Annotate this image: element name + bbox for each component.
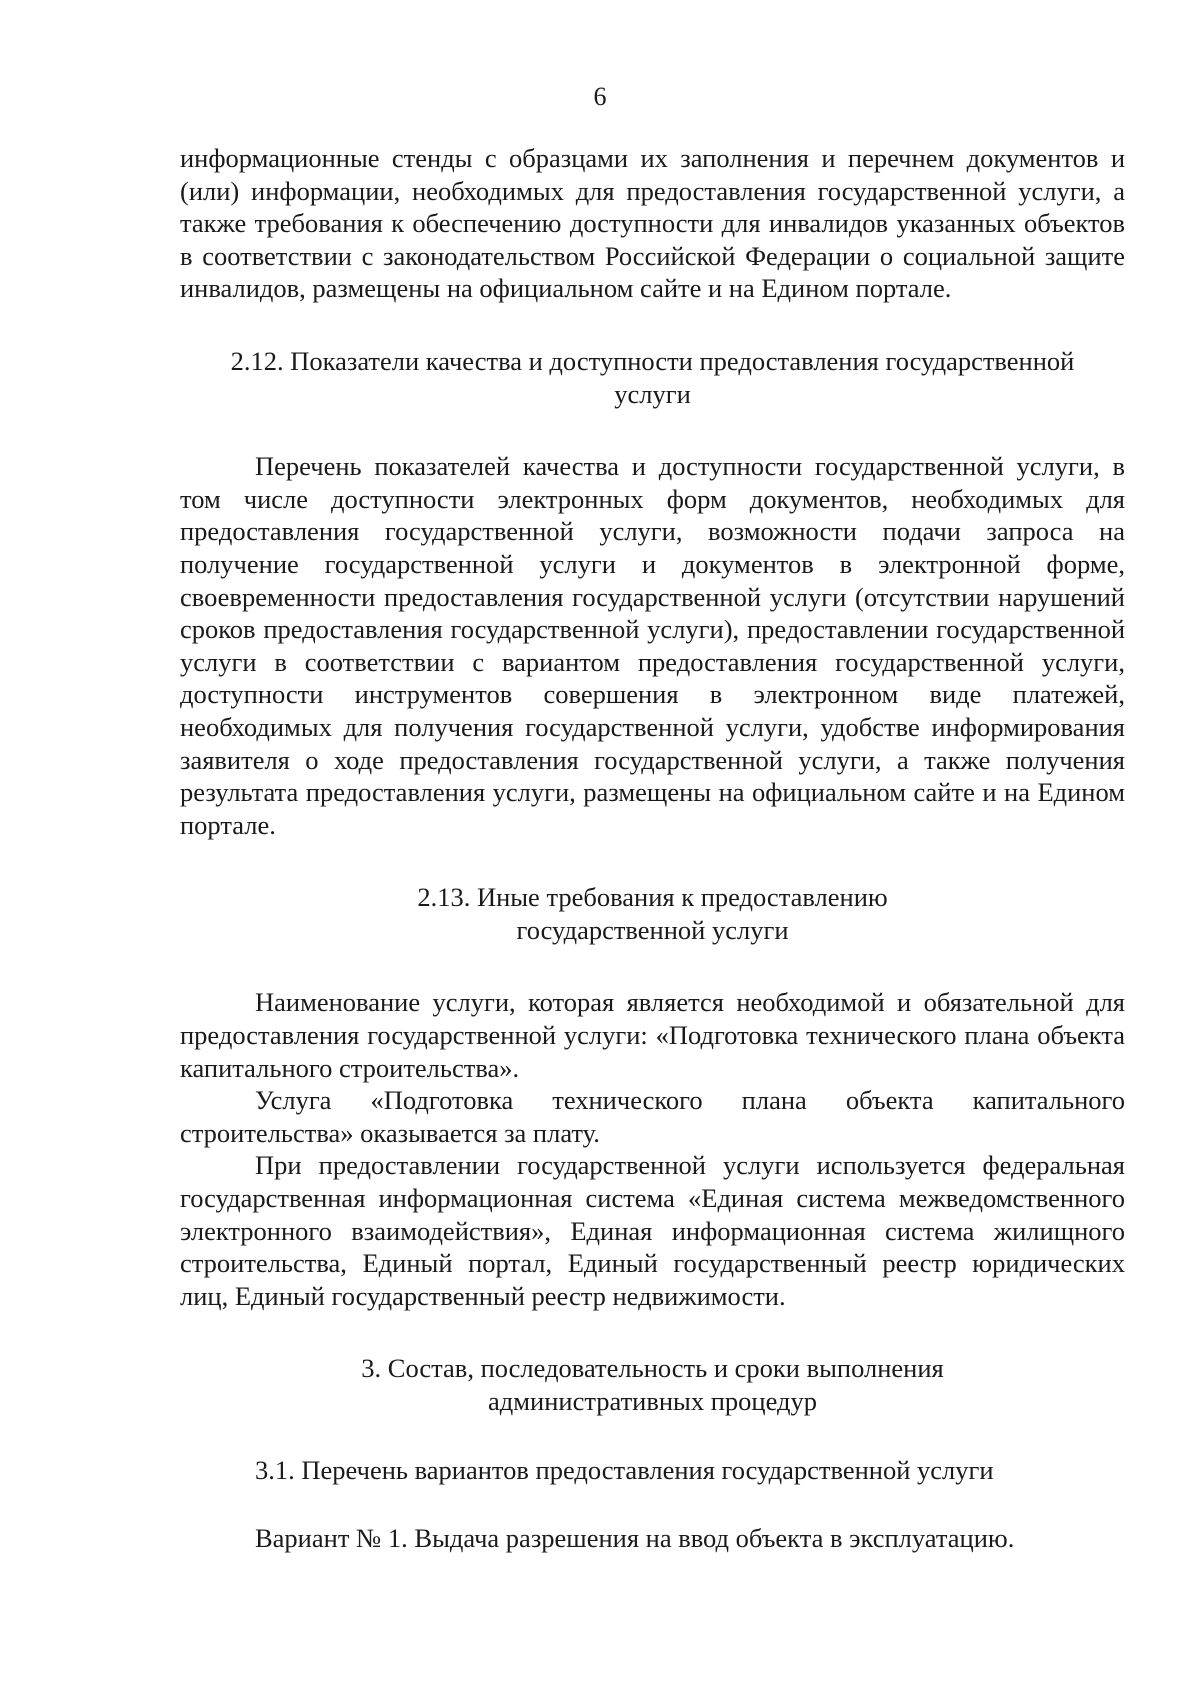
paragraph-info-stands: информационные стенды с образцами их заполнения и перечнем документов и (или) информации, необходимых для предоставления государственной услуги, а также требования к обеспечению доступности для инвалидов указанных объектов в соответствии с законодательством Российской Федерации о социальной защите инвалидов, размещены на официальном сайте и на Едином портале. — [180, 143, 1125, 304]
paragraph-paid-service: Услуга «Подготовка технического плана объекта капитального строительства» оказывается за плату. — [180, 1085, 1125, 1148]
heading-2-12-line1: 2.12. Показатели качества и доступности предоставления государственной — [230, 345, 1075, 376]
document-body — [180, 142, 1125, 1555]
heading-section-2-12 — [180, 345, 1125, 410]
page-number: 6 — [593, 82, 607, 111]
heading-3-line2: административных процедур — [488, 1386, 817, 1416]
heading-2-12-line2: услуги — [614, 378, 691, 409]
heading-2-13-line2: государственной услуги — [516, 914, 789, 945]
heading-section-3-1: 3.1. Перечень вариантов предоставления государственной услуги — [255, 1454, 994, 1485]
paragraph-info-systems: При предоставлении государственной услуги используется федеральная государственная информационная система «Единая система межведомственного электронного взаимодействия», Единая информационная система жилищного строительства, Единый портал, Единый государственный реестр юридических лиц, Единый государственный реестр недвижимости. — [180, 1150, 1125, 1311]
paragraph-quality-indicators: Перечень показателей качества и доступности государственной услуги, в том числе доступности электронных форм документов, необходимых для предоставления государственной услуги, возможности подачи запроса на получение государственной услуги и документов в электронной форме, своевременности предоставления государственной услуги (отсутствии нарушений сроков предоставления государственной услуги), предоставлении государственной услуги в соответствии с вариантом предоставления государственной услуги, доступности инструментов совершения в электронном виде платежей, необходимых для получения государственной услуги, удобстве информирования заявителя о ходе предоставления государственной услуги, а также получения результата предоставления услуги, размещены на официальном сайте и на Едином портале. — [180, 451, 1125, 840]
heading-2-13-line1: 2.13. Иные требования к предоставлению — [417, 882, 888, 913]
paragraph-service-name: Наименование услуги, которая является необходимой и обязательной для предоставления государственной услуги: «Подготовка технического плана объекта капитального строительства». — [180, 987, 1125, 1083]
paragraph-variant-1: Вариант № 1. Выдача разрешения на ввод объекта в эксплуатацию. — [255, 1523, 1015, 1554]
heading-section-2-13 — [180, 881, 1125, 946]
heading-3-line1: 3. Состав, последовательность и сроки выполнения — [361, 1353, 944, 1384]
heading-section-3 — [180, 1352, 1125, 1417]
